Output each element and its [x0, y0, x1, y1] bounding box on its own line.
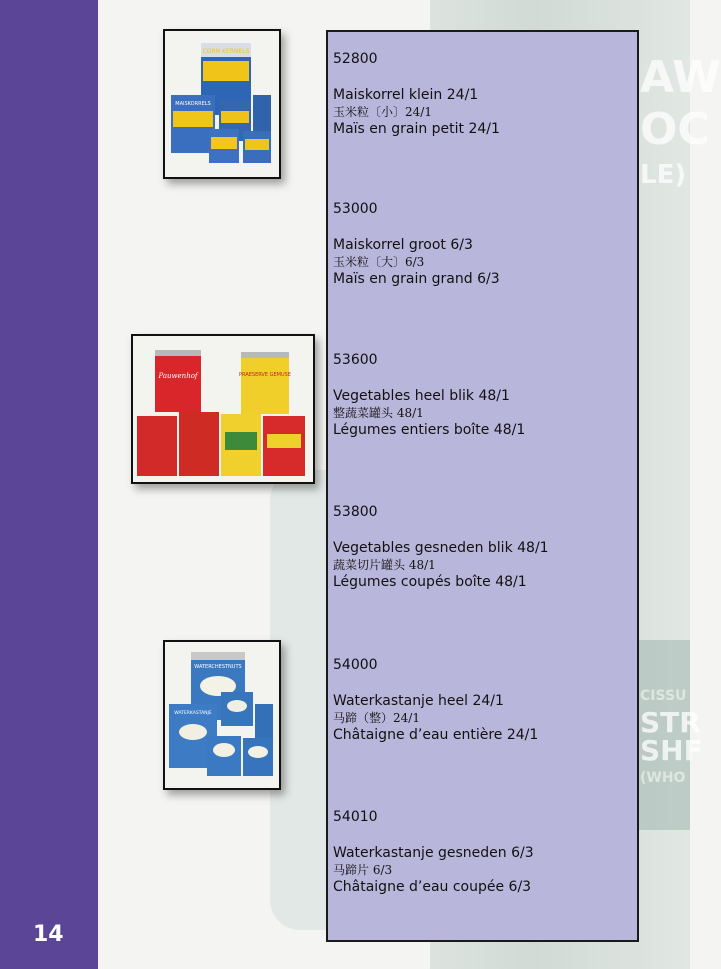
background-text: AW — [640, 52, 721, 103]
product-list-panel — [326, 30, 639, 942]
product-code: 53800 — [333, 504, 378, 520]
product-name-french: Châtaigne d’eau coupée 6/3 — [333, 879, 532, 895]
product-name-dutch: Waterkastanje heel 24/1 — [333, 693, 504, 709]
background-text: SHF — [640, 734, 703, 767]
product-entry — [333, 200, 500, 288]
product-code: 52800 — [333, 51, 378, 67]
product-name-chinese: 整蔬菜罐头 48/1 — [333, 406, 424, 420]
mixed-vegetables-cans-photo — [131, 334, 315, 484]
product-name-chinese: 马蹄（整）24/1 — [333, 711, 420, 725]
product-code: 53600 — [333, 352, 378, 368]
can-label-text: WATERKASTANJE — [174, 711, 212, 716]
background-text: (WHO — [640, 770, 686, 786]
product-entry — [333, 351, 525, 439]
sidebar-band — [0, 0, 98, 969]
product-name-dutch: Maiskorrel klein 24/1 — [333, 87, 479, 103]
water-chestnuts-cans-photo — [163, 640, 281, 790]
corn-kernels-cans-photo — [163, 29, 281, 179]
background-text: STR — [640, 706, 701, 739]
background-text: LE) — [640, 160, 687, 190]
can-label-text: WATERCHESTNUTS — [194, 664, 242, 670]
product-name-french: Maïs en grain grand 6/3 — [333, 271, 500, 287]
can-label-text: PRAESERVE GEMUSE — [239, 372, 291, 378]
product-entry — [333, 503, 549, 591]
product-name-dutch: Waterkastanje gesneden 6/3 — [333, 845, 534, 861]
can-label-text: MAISKORRELS — [175, 101, 211, 107]
product-name-chinese: 马蹄片 6/3 — [333, 863, 393, 877]
product-name-chinese: 玉米粒〔大〕6/3 — [333, 255, 425, 269]
background-text: CISSU — [640, 688, 687, 704]
can-label-text: CORN KERNELS — [202, 48, 250, 55]
product-code: 54010 — [333, 809, 378, 825]
product-name-dutch: Vegetables heel blik 48/1 — [333, 388, 510, 404]
page-number: 14 — [33, 922, 64, 947]
product-name-chinese: 玉米粒〔小〕24/1 — [333, 105, 432, 119]
product-name-dutch: Vegetables gesneden blik 48/1 — [333, 540, 549, 556]
product-name-french: Légumes coupés boîte 48/1 — [333, 574, 527, 590]
can-label-text: Pauwenhof — [158, 372, 198, 380]
product-name-french: Maïs en grain petit 24/1 — [333, 121, 500, 137]
product-name-chinese: 蔬菜切片罐头 48/1 — [333, 558, 436, 572]
product-entry — [333, 656, 538, 744]
product-code: 54000 — [333, 657, 378, 673]
product-name-dutch: Maiskorrel groot 6/3 — [333, 237, 473, 253]
product-entry — [333, 50, 500, 138]
product-code: 53000 — [333, 201, 378, 217]
product-name-french: Châtaigne d’eau entière 24/1 — [333, 727, 539, 743]
product-name-french: Légumes entiers boîte 48/1 — [333, 422, 526, 438]
background-text: OC — [640, 104, 710, 155]
product-entry — [333, 808, 534, 896]
